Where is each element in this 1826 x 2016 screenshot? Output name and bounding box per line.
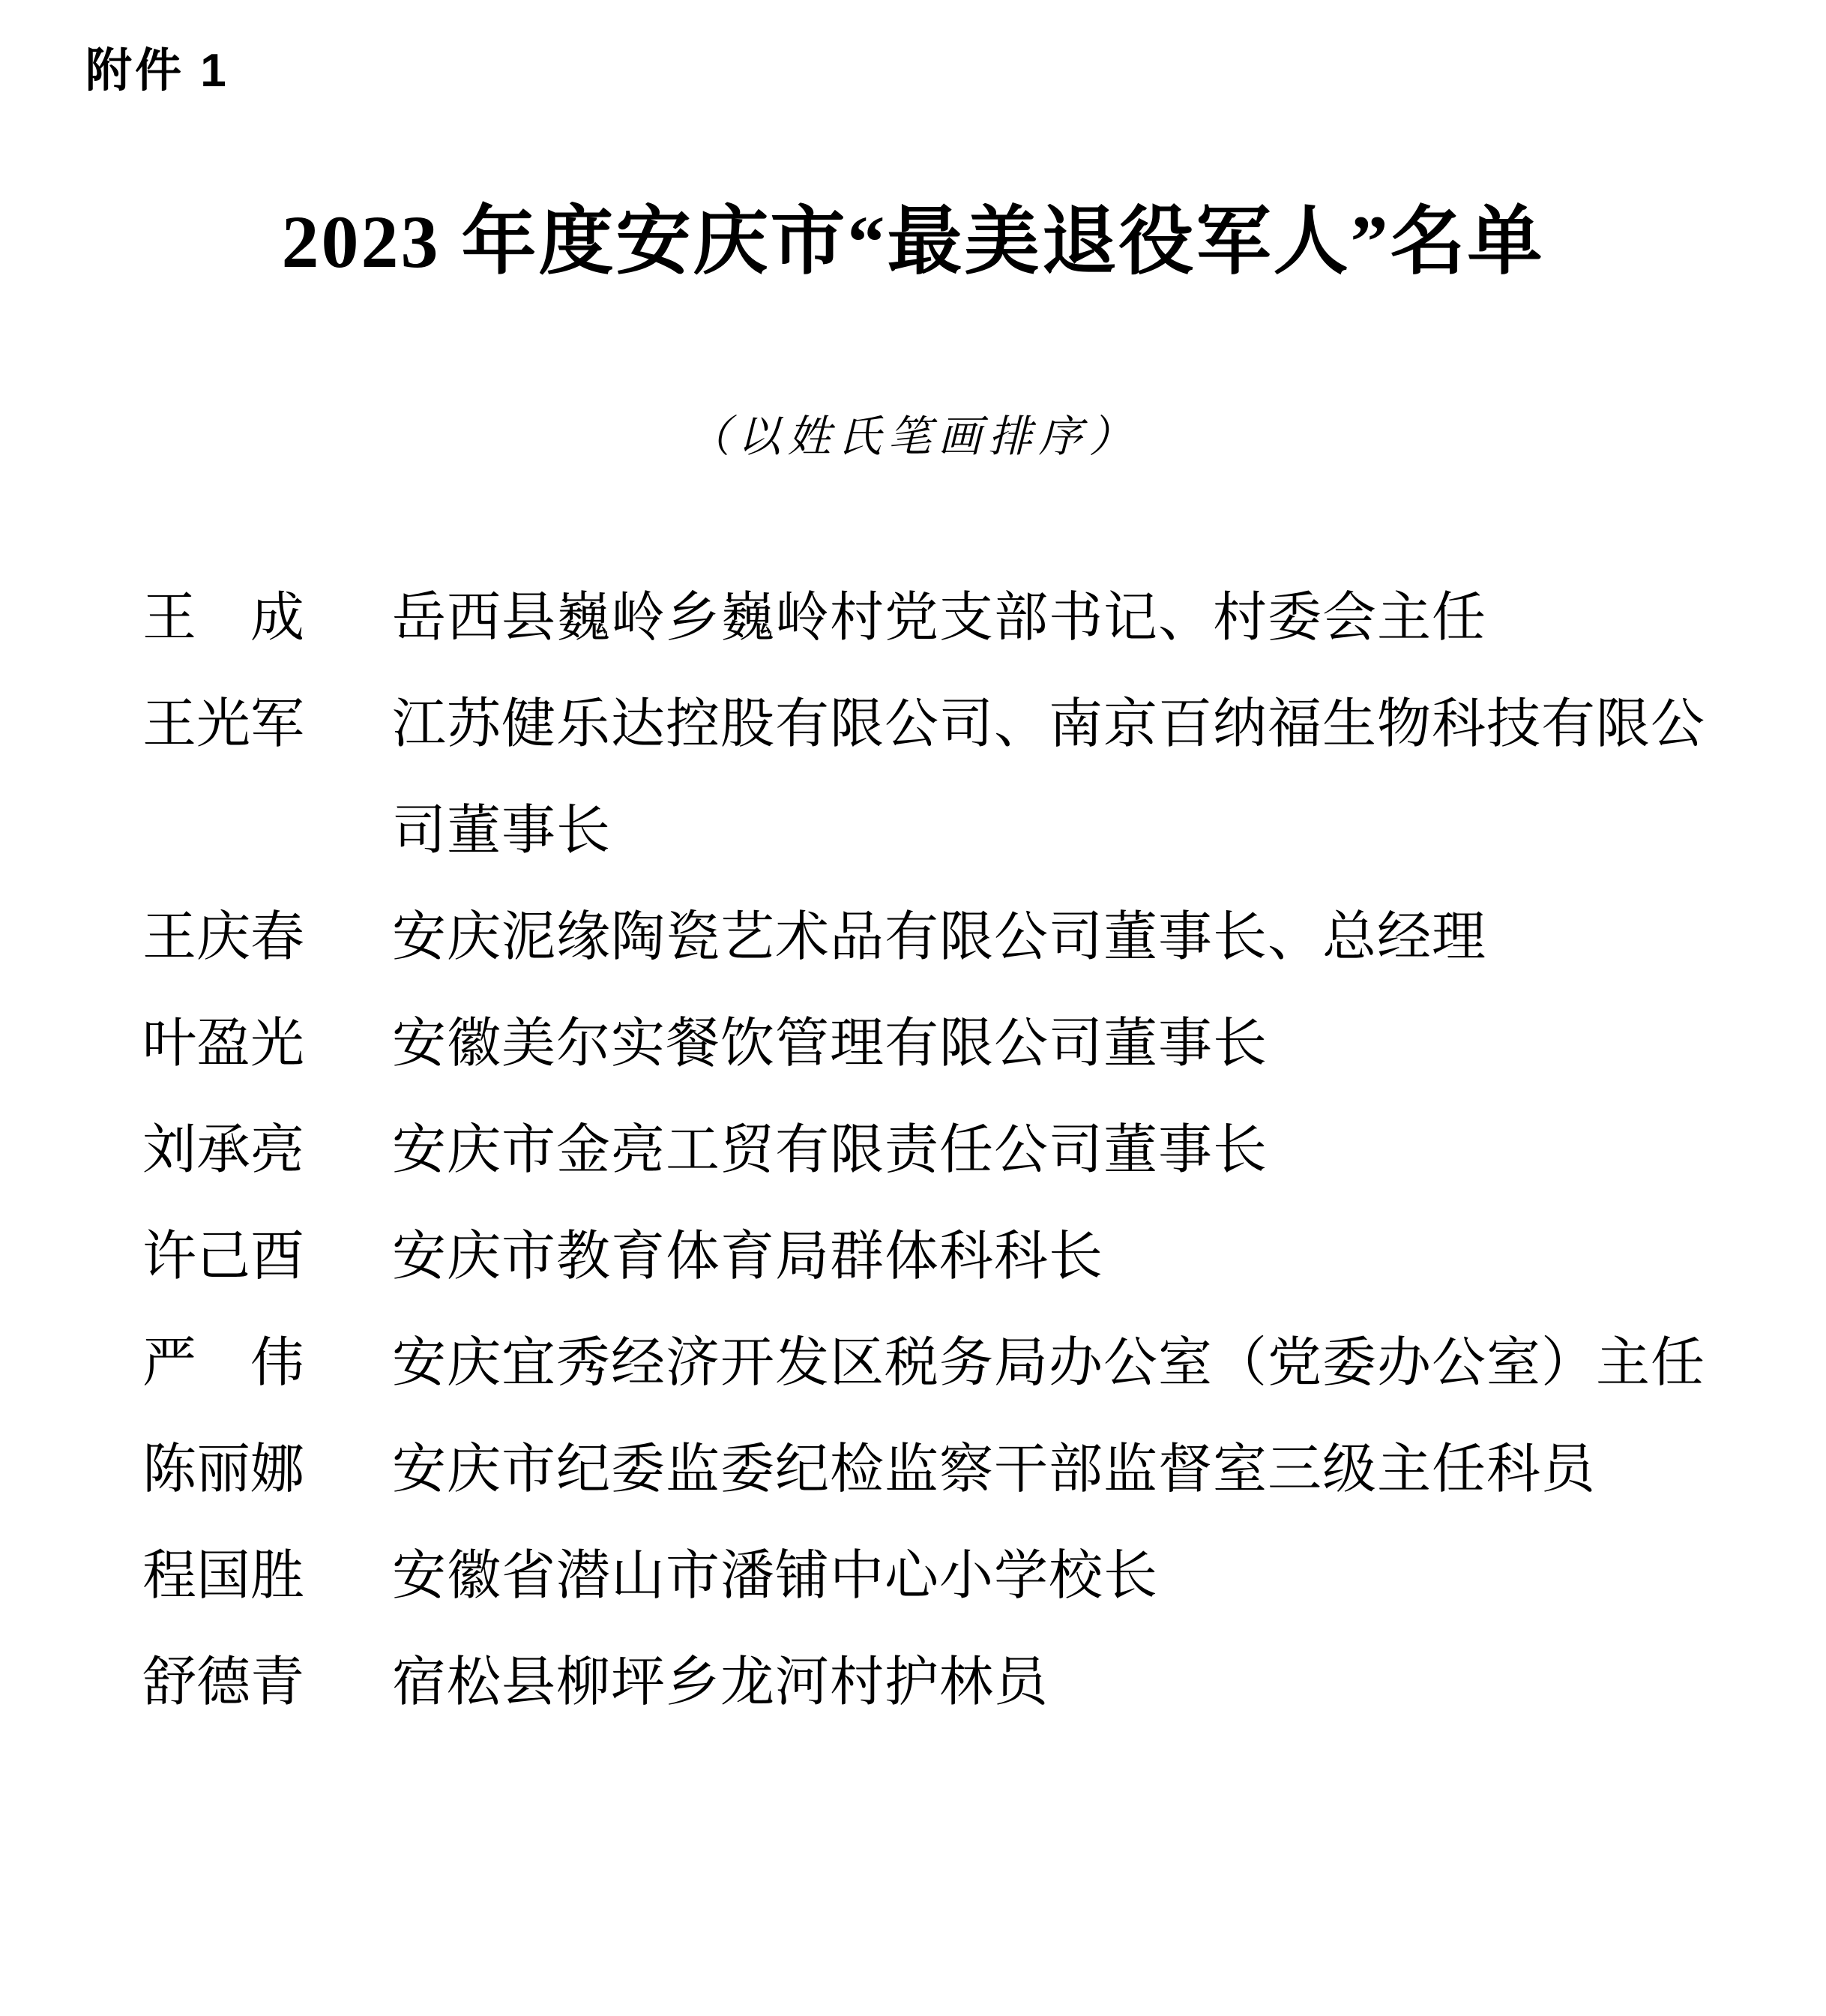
list-item xyxy=(142,990,1714,1097)
awardee-name: 严 伟 xyxy=(142,1333,305,1393)
awardee-name: 王庆春 xyxy=(142,907,305,967)
awardee-name: 叶盈光 xyxy=(142,1014,305,1074)
awardee-position: 安庆泥缘陶瓷艺术品有限公司董事长、总经理 xyxy=(392,907,1487,967)
awardee-position: 安徽省潜山市潘铺中心小学校长 xyxy=(392,1546,1159,1606)
awardee-position: 安徽美尔实餐饮管理有限公司董事长 xyxy=(392,1014,1268,1074)
awardee-list xyxy=(142,565,1714,1736)
awardee-position: 江苏健乐达控股有限公司、南京百纳福生物科技有限公司董事长 xyxy=(392,694,1706,861)
awardee-name: 刘承亮 xyxy=(142,1120,305,1180)
list-item xyxy=(142,671,1714,884)
document-title: 2023 年度安庆市“最美退役军人”名单 xyxy=(281,200,1545,283)
awardee-name: 王光军 xyxy=(142,694,305,754)
attachment-label: 附件 1 xyxy=(85,45,229,97)
awardee-name: 许己酉 xyxy=(142,1227,305,1287)
awardee-position: 岳西县巍岭乡巍岭村党支部书记、村委会主任 xyxy=(392,588,1487,648)
awardee-position: 宿松县柳坪乡龙河村护林员 xyxy=(392,1652,1049,1712)
list-item xyxy=(142,1097,1714,1203)
list-item xyxy=(142,1523,1714,1629)
awardee-name: 舒德青 xyxy=(142,1652,305,1712)
awardee-name: 程国胜 xyxy=(142,1546,305,1606)
list-item xyxy=(142,1203,1714,1310)
list-item xyxy=(142,1629,1714,1736)
awardee-position: 安庆市纪委监委纪检监察干部监督室三级主任科员 xyxy=(392,1439,1597,1499)
awardee-position: 安庆市金亮工贸有限责任公司董事长 xyxy=(392,1120,1268,1180)
awardee-position: 安庆宜秀经济开发区税务局办公室（党委办公室）主任 xyxy=(392,1333,1706,1393)
list-item xyxy=(142,1310,1714,1416)
list-item xyxy=(142,884,1714,990)
awardee-name: 陈丽娜 xyxy=(142,1439,305,1499)
document-subtitle: （以姓氏笔画排序） xyxy=(687,412,1139,461)
awardee-name: 王 成 xyxy=(142,588,305,648)
list-item xyxy=(142,1416,1714,1523)
list-item xyxy=(142,565,1714,671)
awardee-position: 安庆市教育体育局群体科科长 xyxy=(392,1227,1104,1287)
